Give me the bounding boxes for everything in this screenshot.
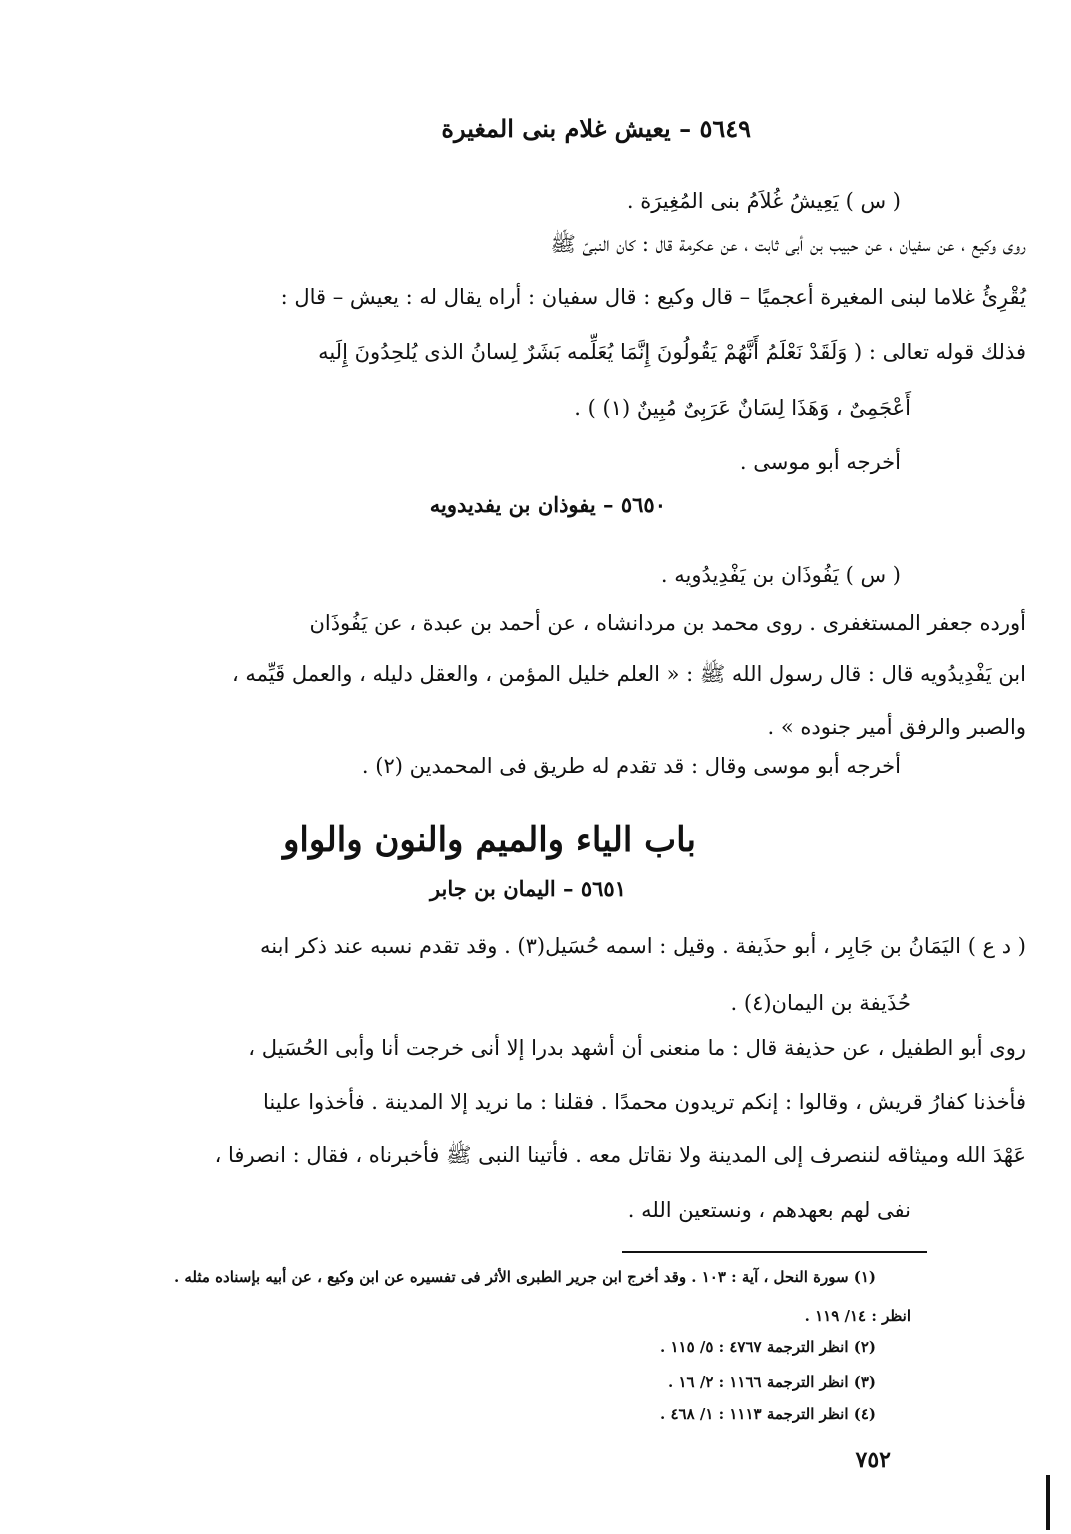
scan-edge-mark bbox=[1046, 1475, 1050, 1530]
entry-5650-line-1: أورده جعفر المستغفرى . روى محمد بن مردانشاه ، عن أحمد بن عبدة ، عن يَفُوذَان bbox=[309, 611, 1026, 635]
entry-5650-line-2: ابن يَفْدِيدُويه قال : قال رسول الله ﷺ : « العلم خليل المؤمن ، والعقل دليله ، والعمل قَيِّمه ، bbox=[231, 662, 1026, 686]
entry-5649-line-3: فذلك قوله تعالى : ( وَلَقَدْ نَعْلَمُ أَنَّهُمْ يَقُولُونَ إِنَّمَا يُعَلِّمه بَشَرٌ لِسانُ الذى يُلحِدُونَ إِلَيه bbox=[318, 340, 1026, 364]
footnote-separator bbox=[622, 1251, 927, 1253]
footnote-2: (٢) انظر الترجمة ٤٧٦٧ : ٥/ ١١٥ . bbox=[660, 1338, 876, 1356]
entry-5651-line-1: ( د ع ) اليَمَانُ بن جَابِر ، أبو حذَيفة . وقيل : اسمه حُسَيل(٣) . وقد تقدم نسبه عند ذكر ابنه bbox=[260, 934, 1026, 958]
entry-5650-intro: ( س ) يَفُوذَان بن يَفْدِيدُويه . bbox=[660, 563, 901, 587]
page-number: ٧٥٢ bbox=[855, 1447, 891, 1473]
entry-5650-heading: ٥٦٥٠ – يفوذان بن يفديدويه bbox=[429, 492, 666, 517]
footnote-1: (١) سورة النحل ، آية : ١٠٣ . وقد أخرج ابن جرير الطبرى الأثر فى تفسيره عن ابن وكيع ، عن أبيه بإسناده مثله . bbox=[173, 1268, 876, 1286]
entry-5651-line-2: حُذَيفة بن اليمان(٤) . bbox=[730, 991, 911, 1015]
footnote-3: (٣) انظر الترجمة ١١٦٦ : ٢/ ١٦ . bbox=[668, 1373, 876, 1391]
entry-5649-heading: ٥٦٤٩ – يعيش غلام بنى المغيرة bbox=[441, 114, 751, 143]
entry-5649-intro: ( س ) يَعِيشُ غُلاَمُ بنى المُغِيرَة . bbox=[626, 189, 901, 213]
entry-5651-body-4: نفى لهم بعهدهم ، ونستعين الله . bbox=[627, 1198, 911, 1222]
entry-5650-source: أخرجه أبو موسى وقال : قد تقدم له طريق فى المحمدين (٢) . bbox=[361, 754, 901, 778]
entry-5649-line-4: أَعْجَمِىٌ ، وَهَذَا لِسَانٌ عَرَبِىٌ مُبِينٌ (١) ) . bbox=[574, 396, 911, 420]
entry-5651-body-1: روى أبو الطفيل ، عن حذيفة قال : ما منعنى أن أشهد بدرا إلا أنى خرجت أنا وأبى الحُسَيل ، bbox=[248, 1036, 1026, 1060]
chapter-title: باب الياء والميم والنون والواو bbox=[282, 820, 696, 860]
footnote-1-cont: انظر : ١٤/ ١١٩ . bbox=[804, 1307, 911, 1325]
entry-5649-line-1: روى وكيع ، عن سفيان ، عن حبيب بن أبى ثابت ، عن عكرمة قال : كان النبىّ ﷺ bbox=[550, 232, 1026, 256]
entry-5651-body-3: عَهْدَ الله وميثاقه لننصرف إلى المدينة ولا نقاتل معه . فأتينا النبى ﷺ فأخبرناه ، فقال : انصرفا ، bbox=[214, 1143, 1026, 1167]
entry-5651-body-2: فأخذنا كفارُ قريش ، وقالوا : إنكم تريدون محمدًا . فقلنا : ما نريد إلا المدينة . فأخذوا علينا bbox=[262, 1090, 1026, 1114]
footnote-4: (٤) انظر الترجمة ١١١٣ : ١/ ٤٦٨ . bbox=[660, 1405, 876, 1423]
entry-5651-heading: ٥٦٥١ – اليمان بن جابر bbox=[429, 876, 626, 901]
entry-5649-source: أخرجه أبو موسى . bbox=[739, 450, 901, 474]
entry-5650-line-3: والصبر والرفق أمير جنوده » . bbox=[767, 715, 1026, 739]
entry-5649-line-2: يُقْرِئُ غلاما لبنى المغيرة أعجميًا – قال وكيع : قال سفيان : أراه يقال له : يعيش – قال : bbox=[280, 285, 1026, 309]
